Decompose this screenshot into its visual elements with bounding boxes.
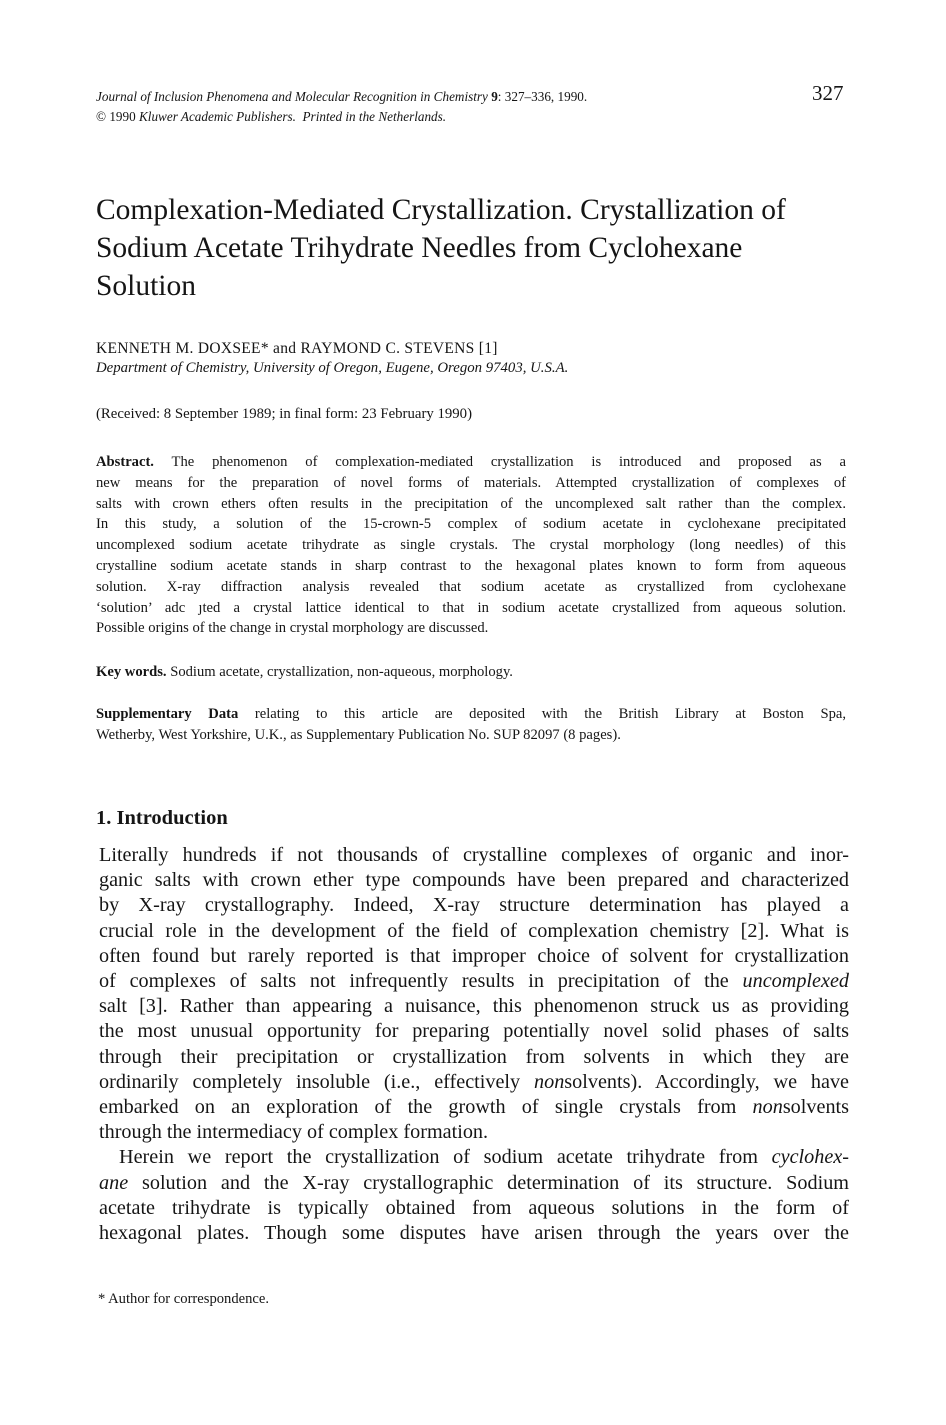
emphasis: uncomplexed (742, 970, 850, 993)
introduction-body (99, 843, 849, 1246)
copyright-mark: © 1990 (96, 109, 136, 124)
journal-citation (96, 88, 587, 106)
author-affiliation: Department of Chemistry, University of Oregon, Eugene, Oregon 97403, U.S.A. (96, 360, 569, 376)
key-words (96, 662, 846, 683)
abstract-line: ‘solution’ adc ȷted a crystal lattice identical to that in sodium acetate crystallized from aqueous solution. (96, 599, 846, 616)
copyright-line (96, 108, 446, 126)
abstract-line: solution. X-ray diffraction analysis revealed that sodium acetate as crystallized from cyclohexane (96, 578, 846, 595)
body-line: the most unusual opportunity for preparing potentially novel solid phases of salts (99, 1020, 849, 1043)
abstract-label: Abstract. (96, 454, 154, 470)
footnote: * Author for correspondence. (98, 1291, 270, 1307)
body-line: through their precipitation or crystallization from solvents in which they are (99, 1045, 849, 1068)
body-line: ganic salts with crown ether type compounds have been prepared and characterized (99, 869, 849, 892)
abstract-line: uncomplexed sodium acetate trihydrate as single crystals. The crystal morphology (long needles) of this (96, 537, 846, 554)
body-line: hexagonal plates. Though some disputes have arisen through the years over the (99, 1222, 849, 1245)
body-line: ane solution and the X-ray crystallographic determination of its structure. Sodium (99, 1171, 849, 1194)
key-words-label: Key words. (96, 664, 167, 680)
body-line: Herein we report the crystallization of sodium acetate trihydrate from cyclohex- (119, 1146, 849, 1169)
body-line: crucial role in the development of the field of complexation chemistry [2]. What is (99, 919, 849, 942)
journal-pages-year: : 327–336, 1990. (497, 89, 588, 104)
abstract (96, 452, 846, 639)
supplementary-line: Supplementary Data relating to this article are deposited with the British Library at Boston Spa, (96, 706, 846, 722)
supplementary-line: Wetherby, West Yorkshire, U.K., as Supplementary Publication No. SUP 82097 (8 pages). (96, 726, 621, 743)
body-line: often found but rarely reported is that improper choice of solvent for crystallization (99, 944, 849, 967)
supplementary-data (96, 704, 846, 746)
body-line: salt [3]. Rather than appearing a nuisance, this phenomenon struck us as providing (99, 995, 849, 1018)
author-list: KENNETH M. DOXSEE* and RAYMOND C. STEVENS [1] (96, 340, 498, 357)
printed-location: Printed in the Netherlands. (302, 109, 447, 124)
article-title (96, 191, 856, 305)
title-line-1: Complexation-Mediated Crystallization. Crystallization of (96, 194, 786, 226)
body-line: acetate trihydrate is typically obtained from aqueous solutions in the form of (99, 1196, 849, 1219)
body-line: Literally hundreds if not thousands of crystalline complexes of organic and inor- (99, 844, 849, 866)
title-line-3: Solution (96, 270, 196, 302)
key-words-text: Sodium acetate, crystallization, non-aqueous, morphology. (170, 664, 513, 680)
journal-name: Journal of Inclusion Phenomena and Molecular Recognition in Chemistry (96, 89, 488, 104)
body-line: embarked on an exploration of the growth of single crystals from nonsolvents (99, 1096, 849, 1119)
section-heading-introduction: 1. Introduction (96, 807, 228, 829)
body-line: by X-ray crystallography. Indeed, X-ray structure determination has played a (99, 894, 849, 917)
publisher-name: Kluwer Academic Publishers. (139, 109, 296, 124)
abstract-line: crystalline sodium acetate stands in sharp contrast to the hexagonal plates known to form from aqueous (96, 557, 846, 574)
journal-volume: 9 (491, 89, 498, 104)
emphasis: non (752, 1096, 783, 1119)
abstract-line: new means for the preparation of novel forms of materials. Attempted crystallization of complexes of (96, 474, 846, 491)
received-dates: (Received: 8 September 1989; in final form: 23 February 1990) (96, 406, 472, 422)
abstract-line: In this study, a solution of the 15-crown-5 complex of sodium acetate in cyclohexane precipitated (96, 516, 846, 533)
page-number: 327 (812, 81, 844, 105)
abstract-line: Possible origins of the change in crystal morphology are discussed. (96, 620, 489, 637)
abstract-line: Abstract. The phenomenon of complexation-mediated crystallization is introduced and proposed as a (96, 454, 846, 470)
abstract-line: salts with crown ethers often results in the precipitation of the uncomplexed salt rather than the complex. (96, 495, 846, 512)
body-line: ordinarily completely insoluble (i.e., effectively nonsolvents). Accordingly, we have (99, 1070, 850, 1093)
body-line: of complexes of salts not infrequently results in precipitation of the uncomplexed (99, 970, 850, 993)
title-line-2: Sodium Acetate Trihydrate Needles from Cyclohexane (96, 232, 743, 264)
body-line: through the intermediacy of complex formation. (99, 1121, 489, 1144)
emphasis: ane (99, 1171, 129, 1194)
emphasis: cyclohex- (771, 1146, 849, 1169)
emphasis: non (534, 1070, 565, 1093)
supplementary-label: Supplementary Data (96, 706, 239, 722)
